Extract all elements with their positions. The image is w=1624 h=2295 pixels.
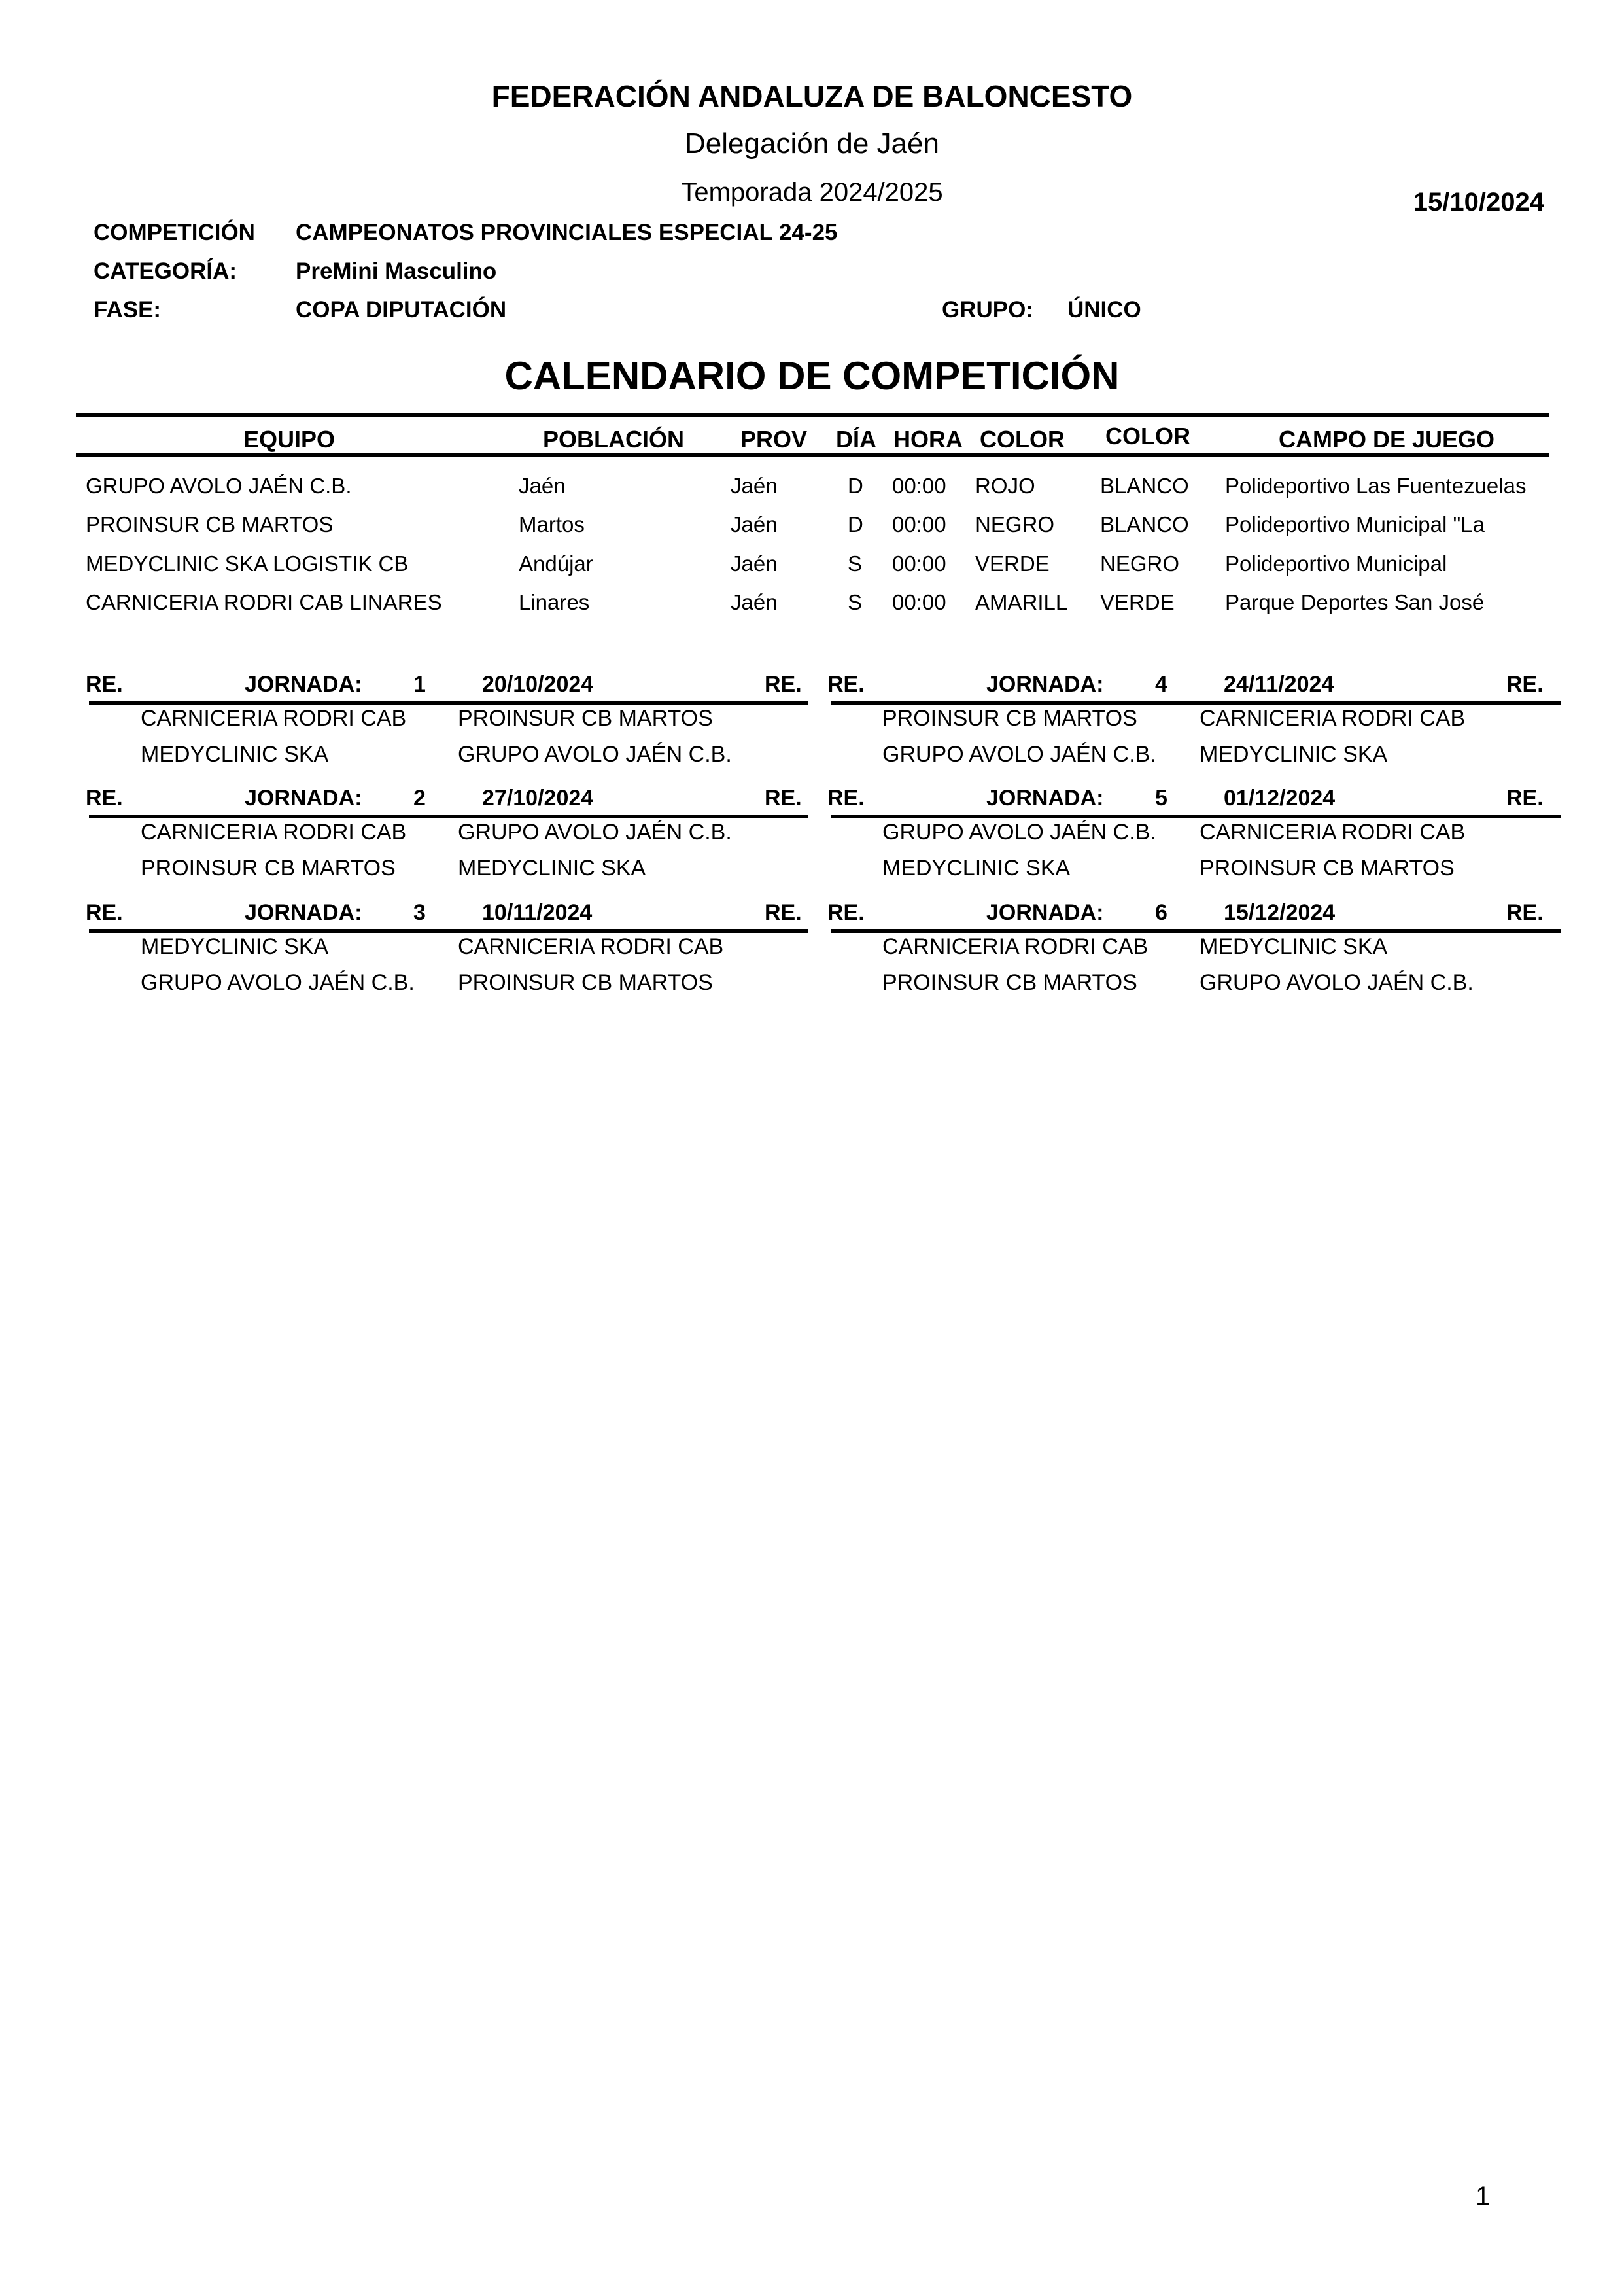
jornada-label: JORNADA: — [245, 786, 362, 811]
jornada-number: 3 — [413, 900, 426, 925]
table-cell: 00:00 — [892, 512, 946, 536]
away-team: GRUPO AVOLO JAÉN C.B. — [458, 742, 732, 767]
home-team: PROINSUR CB MARTOS — [882, 706, 1137, 731]
table-cell: Parque Deportes San José — [1225, 590, 1485, 614]
competition-value: CAMPEONATOS PROVINCIALES ESPECIAL 24-25 — [296, 220, 838, 245]
table-cell: Jaén — [731, 590, 778, 614]
home-team: PROINSUR CB MARTOS — [141, 856, 396, 881]
table-cell: GRUPO AVOLO JAÉN C.B. — [86, 474, 352, 498]
table-cell: 00:00 — [892, 474, 946, 498]
home-result-label: RE. — [827, 786, 865, 811]
table-header-rule — [76, 453, 1549, 457]
jornada-number: 4 — [1155, 672, 1167, 697]
table-cell: Jaén — [731, 552, 778, 576]
jornada-rule — [89, 701, 808, 705]
jornada-date: 15/12/2024 — [1224, 900, 1336, 925]
away-team: CARNICERIA RODRI CAB — [1200, 820, 1466, 845]
table-top-rule — [76, 413, 1549, 417]
jornada-number: 6 — [1155, 900, 1167, 925]
table-cell: VERDE — [1100, 590, 1175, 614]
table-cell: Martos — [519, 512, 585, 536]
jornada-date: 10/11/2024 — [482, 900, 593, 925]
away-team: GRUPO AVOLO JAÉN C.B. — [1200, 970, 1474, 995]
table-cell: MEDYCLINIC SKA LOGISTIK CB — [86, 552, 409, 576]
home-result-label: RE. — [827, 672, 865, 697]
table-cell: S — [848, 590, 863, 614]
column-header: EQUIPO — [243, 426, 336, 453]
jornada-date: 01/12/2024 — [1224, 786, 1336, 811]
category-value: PreMini Masculino — [296, 258, 497, 284]
jornada-rule — [831, 929, 1561, 933]
table-cell: Andújar — [519, 552, 593, 576]
column-header: PROV — [740, 426, 808, 453]
delegation-subtitle: Delegación de Jaén — [685, 128, 939, 160]
away-team: GRUPO AVOLO JAÉN C.B. — [458, 820, 732, 845]
jornada-label: JORNADA: — [986, 900, 1104, 925]
jornada-label: JORNADA: — [245, 900, 362, 925]
jornada-rule — [831, 815, 1561, 818]
jornada-number: 5 — [1155, 786, 1167, 811]
jornada-date: 20/10/2024 — [482, 672, 594, 697]
table-cell: S — [848, 552, 863, 576]
away-result-label: RE. — [1506, 672, 1544, 697]
away-result-label: RE. — [765, 900, 802, 925]
column-header: POBLACIÓN — [543, 426, 684, 453]
table-cell: 00:00 — [892, 552, 946, 576]
home-team: PROINSUR CB MARTOS — [882, 970, 1137, 995]
jornada-rule — [89, 815, 808, 818]
table-cell: Polideportivo Municipal — [1225, 552, 1447, 576]
jornada-number: 1 — [413, 672, 426, 697]
competition-label: COMPETICIÓN — [94, 220, 255, 245]
group-label: GRUPO: — [942, 297, 1033, 323]
phase-value: COPA DIPUTACIÓN — [296, 297, 507, 323]
home-team: GRUPO AVOLO JAÉN C.B. — [882, 742, 1156, 767]
home-result-label: RE. — [86, 786, 123, 811]
column-header: COLOR — [980, 426, 1065, 453]
away-team: PROINSUR CB MARTOS — [1200, 856, 1455, 881]
away-result-label: RE. — [1506, 786, 1544, 811]
jornada-rule — [831, 701, 1561, 705]
away-team: MEDYCLINIC SKA — [458, 856, 646, 881]
jornada-label: JORNADA: — [986, 672, 1104, 697]
jornada-date: 27/10/2024 — [482, 786, 594, 811]
calendar-title: CALENDARIO DE COMPETICIÓN — [504, 354, 1120, 398]
table-cell: Jaén — [519, 474, 566, 498]
jornada-label: JORNADA: — [986, 786, 1104, 811]
column-header: HORA — [893, 426, 963, 453]
table-cell: BLANCO — [1100, 474, 1189, 498]
away-team: PROINSUR CB MARTOS — [458, 970, 713, 995]
home-result-label: RE. — [86, 900, 123, 925]
season-label: Temporada 2024/2025 — [681, 178, 943, 207]
away-team: MEDYCLINIC SKA — [1200, 742, 1388, 767]
table-cell: NEGRO — [975, 512, 1055, 536]
jornada-rule — [89, 929, 808, 933]
home-team: MEDYCLINIC SKA — [141, 934, 329, 959]
table-cell: ROJO — [975, 474, 1035, 498]
table-cell: 00:00 — [892, 590, 946, 614]
table-cell: Linares — [519, 590, 590, 614]
home-team: CARNICERIA RODRI CAB — [882, 934, 1149, 959]
away-team: MEDYCLINIC SKA — [1200, 934, 1388, 959]
away-result-label: RE. — [765, 786, 802, 811]
home-team: GRUPO AVOLO JAÉN C.B. — [141, 970, 415, 995]
away-team: PROINSUR CB MARTOS — [458, 706, 713, 731]
away-team: CARNICERIA RODRI CAB — [458, 934, 724, 959]
table-cell: Polideportivo Las Fuentezuelas — [1225, 474, 1527, 498]
table-cell: BLANCO — [1100, 512, 1189, 536]
table-cell: VERDE — [975, 552, 1050, 576]
federation-title: FEDERACIÓN ANDALUZA DE BALONCESTO — [491, 79, 1133, 113]
category-label: CATEGORÍA: — [94, 258, 237, 284]
away-result-label: RE. — [765, 672, 802, 697]
home-team: CARNICERIA RODRI CAB — [141, 706, 407, 731]
table-cell: NEGRO — [1100, 552, 1180, 576]
home-team: GRUPO AVOLO JAÉN C.B. — [882, 820, 1156, 845]
jornada-date: 24/11/2024 — [1224, 672, 1334, 697]
home-result-label: RE. — [827, 900, 865, 925]
column-header: DÍA — [836, 426, 876, 453]
jornada-label: JORNADA: — [245, 672, 362, 697]
table-cell: Polideportivo Municipal "La — [1225, 512, 1485, 536]
away-team: CARNICERIA RODRI CAB — [1200, 706, 1466, 731]
table-cell: AMARILL — [975, 590, 1068, 614]
away-result-label: RE. — [1506, 900, 1544, 925]
table-cell: Jaén — [731, 474, 778, 498]
group-value: ÚNICO — [1067, 297, 1141, 323]
column-header: COLOR — [1105, 423, 1190, 449]
phase-label: FASE: — [94, 297, 162, 323]
page-number: 1 — [1476, 2182, 1491, 2211]
table-cell: D — [848, 512, 863, 536]
table-cell: D — [848, 474, 863, 498]
home-team: CARNICERIA RODRI CAB — [141, 820, 407, 845]
column-header: CAMPO DE JUEGO — [1279, 426, 1495, 453]
document-date: 15/10/2024 — [1413, 188, 1544, 217]
jornada-number: 2 — [413, 786, 426, 811]
table-cell: CARNICERIA RODRI CAB LINARES — [86, 590, 442, 614]
home-result-label: RE. — [86, 672, 123, 697]
home-team: MEDYCLINIC SKA — [141, 742, 329, 767]
table-cell: Jaén — [731, 512, 778, 536]
home-team: MEDYCLINIC SKA — [882, 856, 1071, 881]
table-cell: PROINSUR CB MARTOS — [86, 512, 334, 536]
